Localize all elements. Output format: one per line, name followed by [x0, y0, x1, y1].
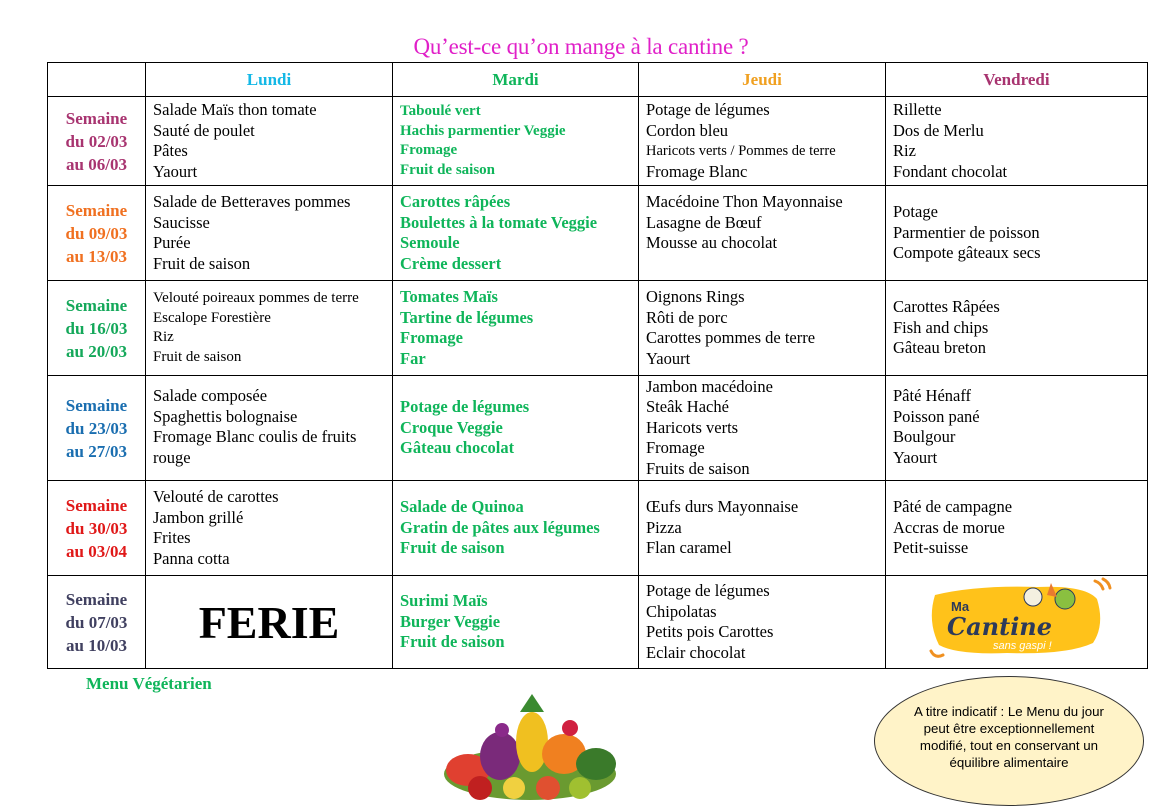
week-row	[48, 97, 1148, 186]
menu-item: Potage de légumes	[646, 100, 770, 119]
mardi-cell	[393, 376, 639, 481]
menu-item: Burger Veggie	[400, 611, 501, 631]
menu-item: Parmentier de poisson	[893, 222, 1040, 242]
menu-item: Far	[400, 348, 426, 368]
menu-item: Potage de légumes	[400, 397, 530, 417]
lundi-cell	[146, 481, 393, 576]
menu-table	[47, 62, 1148, 669]
menu-item: Surimi Maïs	[400, 591, 488, 611]
week-row	[48, 281, 1148, 376]
jeudi-cell	[639, 376, 886, 481]
week-label	[48, 481, 146, 576]
menu-item: Accras de morue	[893, 517, 1005, 537]
week-label	[48, 376, 146, 481]
menu-item: Yaourt	[153, 161, 198, 181]
menu-item: Fruit de saison	[400, 538, 505, 558]
menu-item: Tartine de légumes	[400, 307, 534, 327]
vendredi-cell	[886, 376, 1148, 481]
week-row	[48, 576, 1148, 669]
menu-item: Carottes Râpées	[893, 297, 1000, 317]
vendredi-cell	[886, 186, 1148, 281]
ma-cantine-logo	[917, 577, 1117, 663]
menu-item: Panna cotta	[153, 548, 230, 568]
ferie-cell: FERIE	[146, 576, 393, 669]
menu-item: Taboulé vert	[400, 103, 481, 119]
menu-item: Macédoine Thon Mayonnaise	[646, 192, 843, 211]
menu-item: Fromage	[400, 328, 463, 347]
menu-item: Salade composée	[153, 386, 268, 405]
header-mardi: Mardi	[393, 63, 639, 97]
menu-item: Pâté de campagne	[893, 497, 1013, 517]
menu-item: Yaourt	[893, 447, 938, 467]
menu-item: Fondant chocolat	[893, 161, 1008, 181]
menu-item: Rôti de porc	[646, 307, 728, 327]
menu-item: Fromage	[646, 438, 705, 458]
logo-text-tagline: sans gaspi !	[992, 639, 1052, 652]
menu-item: Yaourt	[646, 348, 691, 368]
menu-item: Velouté de carottes	[153, 487, 279, 506]
page-title: Qu’est-ce qu’on mange à la cantine ?	[413, 34, 749, 59]
logo-text-ma: Ma	[950, 598, 969, 614]
vendredi-cell	[886, 97, 1148, 186]
menu-item: Haricots verts / Pommes de terre	[646, 143, 836, 159]
week-label-line: du 02/03	[65, 131, 128, 151]
menu-item: Oignons Rings	[646, 287, 745, 306]
menu-item: Fruit de saison	[400, 632, 505, 652]
menu-item: Steâk Haché	[646, 397, 729, 417]
menu-item: Petits pois Carottes	[646, 622, 774, 641]
week-row	[48, 376, 1148, 481]
jeudi-cell	[639, 186, 886, 281]
week-label-line: au 27/03	[66, 441, 127, 461]
menu-item: Carottes pommes de terre	[646, 328, 816, 347]
week-label	[48, 97, 146, 186]
menu-item: Spaghettis bolognaise	[153, 406, 298, 426]
jeudi-cell	[639, 281, 886, 376]
week-label-line: Semaine	[65, 395, 128, 415]
menu-item: Potage	[893, 202, 938, 222]
menu-item: Eclair chocolat	[646, 642, 746, 662]
menu-item: Jambon macédoine	[646, 376, 773, 396]
jeudi-cell	[639, 576, 886, 669]
menu-item: Pâté Hénaff	[893, 386, 972, 405]
week-label	[48, 186, 146, 281]
menu-item: Fromage Blanc coulis de fruits rouge	[153, 427, 357, 467]
menu-item: Crème dessert	[400, 253, 502, 273]
menu-item: Chipolatas	[646, 601, 717, 621]
mardi-cell	[393, 481, 639, 576]
week-label	[48, 576, 146, 669]
week-label-line: du 16/03	[65, 318, 128, 338]
menu-item: Boulettes à la tomate Veggie	[400, 212, 598, 232]
menu-item: Semoule	[400, 233, 460, 252]
jeudi-cell	[639, 97, 886, 186]
week-label-line: Semaine	[65, 495, 128, 515]
menu-item: Dos de Merlu	[893, 120, 984, 140]
menu-item: Riz	[893, 141, 916, 160]
menu-item: Croque Veggie	[400, 417, 503, 437]
logo-text-cantine: Cantine	[946, 611, 1052, 641]
menu-item: Pizza	[646, 517, 682, 537]
menu-item: Escalope Forestière	[153, 309, 271, 326]
menu-item: Purée	[153, 233, 191, 252]
menu-item: Petit-suisse	[893, 538, 969, 558]
menu-item: Carottes râpées	[400, 192, 511, 211]
header-corner	[48, 63, 146, 97]
menu-item: Salade de Betteraves pommes	[153, 192, 351, 211]
menu-item: Salade Maïs thon tomate	[153, 100, 317, 119]
menu-item: Fruit de saison	[153, 348, 242, 365]
mardi-cell	[393, 186, 639, 281]
menu-item: Rillette	[893, 100, 942, 119]
header-jeudi: Jeudi	[639, 63, 886, 97]
week-label-line: du 23/03	[65, 418, 128, 438]
menu-item: Sauté de poulet	[153, 120, 255, 140]
week-label-line: au 03/04	[66, 541, 127, 561]
menu-item: Fromage Blanc	[646, 161, 748, 181]
menu-item: Jambon grillé	[153, 507, 244, 527]
week-label-line: Semaine	[65, 589, 128, 609]
lundi-cell	[146, 97, 393, 186]
menu-item: Hachis parmentier Veggie	[400, 122, 566, 139]
menu-item: Pâtes	[153, 141, 188, 160]
menu-item: Frites	[153, 528, 191, 547]
menu-item: Riz	[153, 329, 174, 345]
menu-item: Potage de légumes	[646, 581, 770, 600]
menu-item: Lasagne de Bœuf	[646, 212, 762, 232]
menu-item: Gâteau chocolat	[400, 438, 515, 458]
week-label-line: Semaine	[65, 108, 128, 128]
menu-item: Boulgour	[893, 427, 956, 446]
menu-item: Gâteau breton	[893, 338, 986, 358]
menu-item: Fromage	[400, 142, 458, 158]
vegetarian-menu-legend: Menu Végétarien	[86, 674, 212, 693]
fruit-basket-icon	[440, 690, 620, 802]
vendredi-cell	[886, 481, 1148, 576]
week-label-line: du 09/03	[65, 223, 128, 243]
menu-item: Fruit de saison	[153, 253, 251, 273]
header-row	[48, 63, 1148, 97]
menu-item: Compote gâteaux secs	[893, 243, 1041, 263]
week-label-line: au 06/03	[66, 154, 127, 174]
menu-item: Mousse au chocolat	[646, 233, 778, 252]
week-label-line: du 07/03	[65, 612, 128, 632]
mardi-cell	[393, 576, 639, 669]
header-lundi: Lundi	[146, 63, 393, 97]
week-label-line: au 13/03	[66, 246, 127, 266]
menu-item: Haricots verts	[646, 417, 739, 437]
menu-item: Tomates Maïs	[400, 287, 498, 306]
menu-item: Fish and chips	[893, 317, 989, 337]
lundi-cell	[146, 186, 393, 281]
week-row	[48, 481, 1148, 576]
menu-item: Saucisse	[153, 212, 210, 232]
header-vendredi: Vendredi	[886, 63, 1148, 97]
week-label-line: au 10/03	[66, 635, 127, 655]
menu-item: Gratin de pâtes aux légumes	[400, 517, 600, 537]
mardi-cell	[393, 281, 639, 376]
disclaimer-note: A titre indicatif : Le Menu du jour peut être exceptionnellement modifié, tout en conservant un équilibre alimentaire	[874, 676, 1144, 806]
menu-item: Fruits de saison	[646, 458, 750, 478]
lundi-cell	[146, 376, 393, 481]
vendredi-cell	[886, 281, 1148, 376]
menu-item: Cordon bleu	[646, 120, 729, 140]
menu-item: Salade de Quinoa	[400, 497, 524, 517]
week-label-line: du 30/03	[65, 518, 128, 538]
logo-cell	[886, 576, 1148, 669]
menu-item: Fruit de saison	[400, 161, 496, 178]
menu-item: Flan caramel	[646, 538, 732, 558]
mardi-cell	[393, 97, 639, 186]
lundi-cell	[146, 281, 393, 376]
jeudi-cell	[639, 481, 886, 576]
menu-item: Velouté poireaux pommes de terre	[153, 290, 359, 306]
week-label-line: Semaine	[65, 295, 128, 315]
week-label	[48, 281, 146, 376]
menu-item: Œufs durs Mayonnaise	[646, 497, 799, 517]
week-row	[48, 186, 1148, 281]
week-label-line: au 20/03	[66, 341, 127, 361]
menu-item: Poisson pané	[893, 406, 980, 426]
week-label-line: Semaine	[65, 200, 128, 220]
